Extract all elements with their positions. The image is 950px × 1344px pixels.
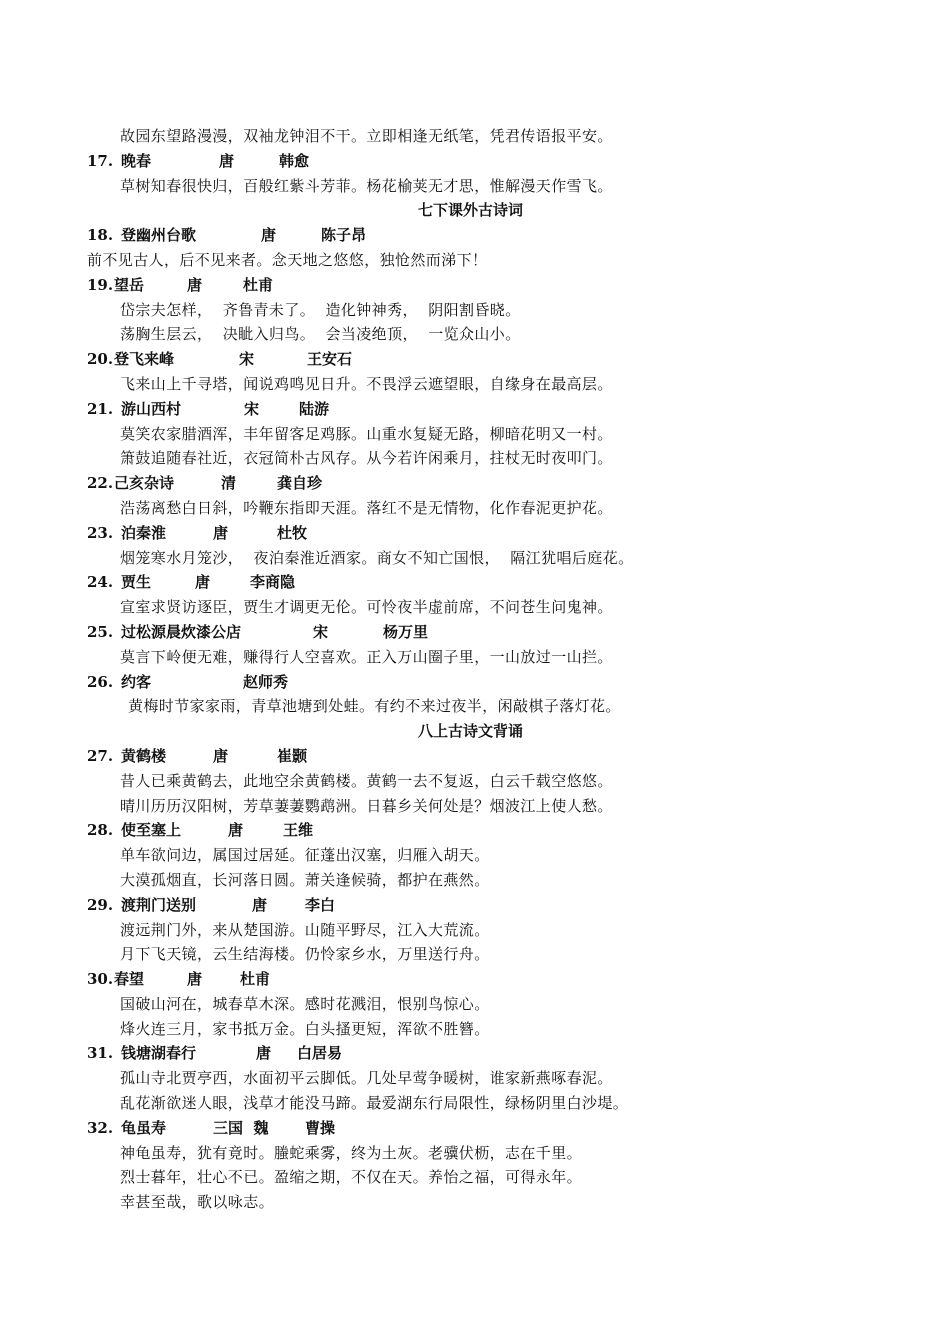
poem-number: 21. <box>87 399 114 418</box>
poem-heading <box>0 397 950 422</box>
poem-title: 黄鹤楼 <box>121 746 167 765</box>
poem-title: 春望 <box>114 970 145 989</box>
poem-dynasty: 唐 <box>252 895 268 914</box>
poem-number: 22. <box>87 474 114 493</box>
poem-author: 杜甫 <box>243 275 274 294</box>
poem-heading <box>0 1041 950 1066</box>
poem-line: 草树知春很快归，百般红紫斗芳菲。杨花榆荚无才思，惟解漫天作雪飞。 <box>120 176 613 195</box>
poem-line: 晴川历历汉阳树，芳草萋萋鹦鹉洲。日暮乡关何处是？烟波江上使人愁。 <box>120 796 613 815</box>
poem-dynasty: 清 <box>221 474 237 493</box>
poem-line: 昔人已乘黄鹤去，此地空余黄鹤楼。黄鹤一去不复返，白云千载空悠悠。 <box>120 771 613 790</box>
poem-number: 26. <box>87 672 114 691</box>
section-title: 七下课外古诗词 <box>418 201 524 220</box>
poem-dynasty: 宋 <box>313 622 329 641</box>
poem-heading <box>0 521 950 546</box>
poem-heading <box>0 471 950 496</box>
poem-heading <box>0 347 950 372</box>
poem-document <box>0 124 950 1215</box>
poem-heading <box>0 670 950 695</box>
poem-number: 27. <box>87 746 114 765</box>
poem-author: 白居易 <box>297 1044 343 1063</box>
poem-title: 龟虽寿 <box>121 1118 167 1137</box>
poem-title: 贾生 <box>121 573 152 592</box>
poem-heading <box>0 223 950 248</box>
poem-line: 国破山河在，城春草木深。感时花溅泪，恨别鸟惊心。 <box>120 994 490 1013</box>
poem-title: 泊秦淮 <box>121 523 167 542</box>
poem-heading <box>0 273 950 298</box>
poem-title: 登幽州台歌 <box>121 226 197 245</box>
poem-heading <box>0 1116 950 1141</box>
poem-line: 前不见古人，后不见来者。念天地之悠悠，独怆然而涕下！ <box>87 250 488 269</box>
poem-title: 晚春 <box>121 151 152 170</box>
poem-line: 烟笼寒水月笼沙， 夜泊秦淮近酒家。商女不知亡国恨， 隔江犹唱后庭花。 <box>120 548 634 567</box>
poem-number: 20. <box>87 350 114 369</box>
poem-title: 登飞来峰 <box>114 350 175 369</box>
poem-dynasty: 宋 <box>239 350 255 369</box>
poem-heading <box>0 570 950 595</box>
poem-dynasty: 唐 <box>219 151 235 170</box>
poem-line: 神龟虽寿，犹有竟时。螣蛇乘雾，终为土灰。老骥伏枥，志在千里。 <box>120 1143 583 1162</box>
poem-line: 宣室求贤访逐臣，贾生才调更无伦。可怜夜半虚前席，不问苍生问鬼神。 <box>120 598 613 617</box>
poem-number: 19. <box>87 275 114 294</box>
poem-title: 望岳 <box>114 275 145 294</box>
poem-author: 杨万里 <box>383 622 429 641</box>
poem-dynasty: 唐 <box>213 746 229 765</box>
poem-heading <box>0 620 950 645</box>
poem-author: 李白 <box>305 895 336 914</box>
poem-line: 浩荡离愁白日斜，吟鞭东指即天涯。落红不是无情物，化作春泥更护花。 <box>120 498 613 517</box>
poem-author: 曹操 <box>305 1118 336 1137</box>
poem-line: 大漠孤烟直，长河落日圆。萧关逢候骑，都护在燕然。 <box>120 870 490 889</box>
poem-number: 24. <box>87 573 114 592</box>
poem-line: 莫笑农家腊酒浑，丰年留客足鸡豚。山重水复疑无路，柳暗花明又一村。 <box>120 424 613 443</box>
poem-line: 飞来山上千寻塔，闻说鸡鸣见日升。不畏浮云遮望眼，自缘身在最高层。 <box>120 374 613 393</box>
poem-dynasty: 三国 魏 <box>213 1118 269 1137</box>
poem-line: 渡远荆门外，来从楚国游。山随平野尽，江入大荒流。 <box>120 920 490 939</box>
poem-dynasty: 唐 <box>228 821 244 840</box>
poem-number: 18. <box>87 226 114 245</box>
poem-title: 游山西村 <box>121 399 182 418</box>
poem-title: 钱塘湖春行 <box>121 1044 197 1063</box>
poem-title: 约客 <box>121 672 152 691</box>
poem-line: 烽火连三月，家书抵万金。白头搔更短，浑欲不胜簪。 <box>120 1019 490 1038</box>
poem-dynasty: 唐 <box>256 1044 272 1063</box>
poem-author: 陆游 <box>299 399 330 418</box>
poem-dynasty: 唐 <box>187 970 203 989</box>
poem-author: 赵师秀 <box>243 672 289 691</box>
poem-author: 王安石 <box>307 350 353 369</box>
poem-line: 单车欲问边，属国过居延。征蓬出汉塞，归雁入胡天。 <box>120 846 490 865</box>
poem-dynasty: 宋 <box>244 399 260 418</box>
poem-author: 杜牧 <box>277 523 308 542</box>
poem-line: 烈士暮年，壮心不已。盈缩之期，不仅在天。养怡之福，可得永年。 <box>120 1168 583 1187</box>
poem-author: 龚自珍 <box>277 474 323 493</box>
poem-heading <box>0 893 950 918</box>
poem-line: 孤山寺北贾亭西，水面初平云脚低。几处早莺争暖树，谁家新燕啄春泥。 <box>120 1069 613 1088</box>
poem-line: 幸甚至哉，歌以咏志。 <box>120 1193 275 1212</box>
poem-heading <box>0 744 950 769</box>
poem-title: 使至塞上 <box>121 821 182 840</box>
poem-heading <box>0 149 950 174</box>
poem-author: 崔颢 <box>277 746 308 765</box>
poem-dynasty: 唐 <box>261 226 277 245</box>
poem-number: 28. <box>87 821 114 840</box>
poem-line: 荡胸生层云， 决眦入归鸟。 会当凌绝顶， 一览众山小。 <box>120 325 521 344</box>
poem-line: 故园东望路漫漫，双袖龙钟泪不干。立即相逢无纸笔，凭君传语报平安。 <box>120 127 613 145</box>
poem-author: 李商隐 <box>250 573 296 592</box>
poem-number: 31. <box>87 1044 114 1063</box>
poem-number: 32. <box>87 1118 114 1137</box>
poem-line: 乱花渐欲迷人眼，浅草才能没马蹄。最爱湖东行局限性，绿杨阴里白沙堤。 <box>120 1094 629 1113</box>
poem-line: 黄梅时节家家雨，青草池塘到处蛙。有约不来过夜半，闲敲棋子落灯花。 <box>128 697 621 716</box>
poem-line: 岱宗夫怎样， 齐鲁青未了。 造化钟神秀， 阴阳割昏晓。 <box>120 300 521 319</box>
section-title: 八上古诗文背诵 <box>418 722 524 741</box>
poem-title: 己亥杂诗 <box>114 474 175 493</box>
poem-dynasty: 唐 <box>195 573 211 592</box>
poem-line: 箫鼓追随春社近，衣冠简朴古风存。从今若许闲乘月，拄杖无时夜叩门。 <box>120 449 613 468</box>
poem-heading <box>0 967 950 992</box>
poem-author: 王维 <box>283 821 314 840</box>
poem-number: 23. <box>87 523 114 542</box>
poem-number: 17. <box>87 151 114 170</box>
poem-heading <box>0 818 950 843</box>
poem-line: 月下飞天镜，云生结海楼。仍怜家乡水，万里送行舟。 <box>120 945 490 964</box>
poem-dynasty: 唐 <box>213 523 229 542</box>
poem-number: 30. <box>87 970 114 989</box>
poem-author: 陈子昂 <box>321 226 367 245</box>
poem-line: 莫言下岭便无难，赚得行人空喜欢。正入万山圈子里，一山放过一山拦。 <box>120 647 613 666</box>
poem-number: 25. <box>87 622 114 641</box>
poem-author: 韩愈 <box>279 151 310 170</box>
poem-dynasty: 唐 <box>187 275 203 294</box>
poem-number: 29. <box>87 895 114 914</box>
poem-author: 杜甫 <box>240 970 271 989</box>
poem-title: 渡荆门送别 <box>121 895 197 914</box>
poem-title: 过松源晨炊漆公店 <box>121 622 242 641</box>
